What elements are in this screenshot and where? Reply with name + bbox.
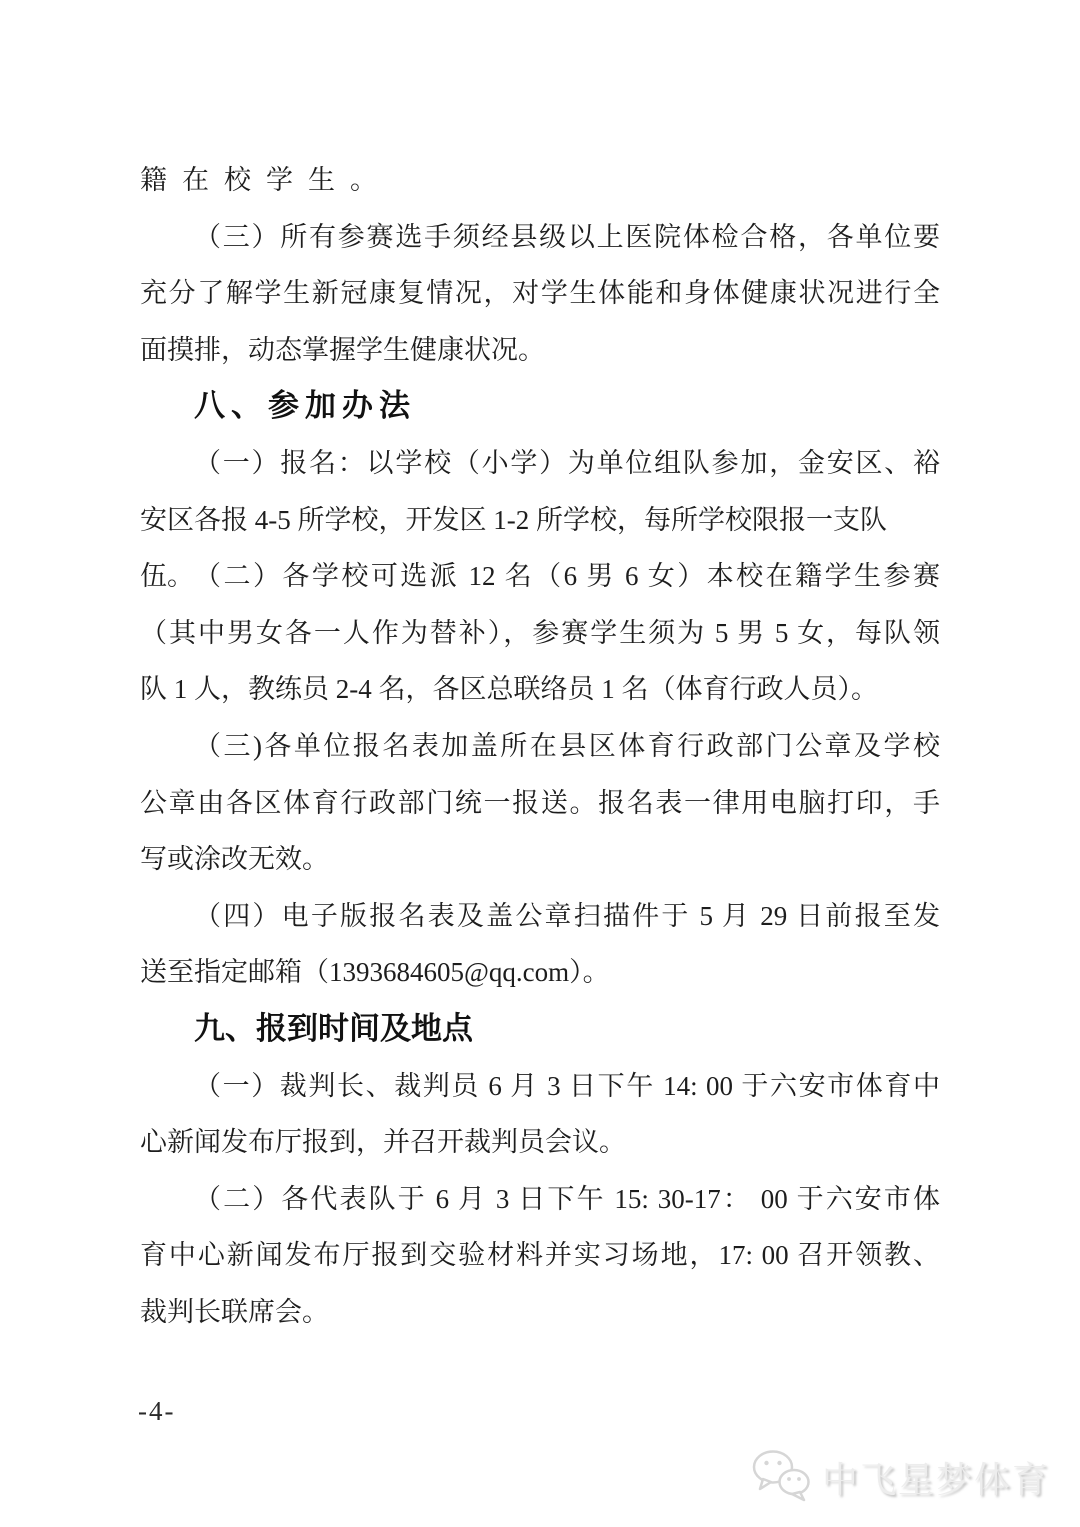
text-line: 公章由各区体育行政部门统一报送。报名表一律用电脑打印，手 (140, 787, 940, 818)
text-line: （四）电子版报名表及盖公章扫描件于 5 月 29 日前报至发 (194, 900, 940, 931)
text-line: 心新闻发布厅报到，并召开裁判员会议。 (140, 1127, 626, 1158)
text-line: （三)各单位报名表加盖所在县区体育行政部门公章及学校 (194, 730, 940, 761)
text-line: （二）各代表队于 6 月 3 日下午 15: 30-17： 00 于六安市体 (194, 1183, 940, 1214)
section-heading: 九、报到时间及地点 (194, 1010, 473, 1046)
text-line: 育中心新闻发布厅报到交验材料并实习场地，17: 00 召开领教、 (140, 1240, 940, 1271)
watermark (750, 1448, 1050, 1507)
text-line: 队 1 人，教练员 2-4 名，各区总联络员 1 名（体育行政人员）。 (140, 674, 878, 705)
page-number: -4- (138, 1396, 176, 1426)
text-line: 裁判长联席会。 (140, 1296, 329, 1327)
text-line: 送至指定邮箱（1393684605@qq.com）。 (140, 957, 610, 988)
text-line: （三）所有参赛选手须经县级以上医院体检合格，各单位要 (194, 221, 940, 252)
section-heading: 八、参加办法 (194, 388, 416, 424)
text-line: （一）报名：以学校（小学）为单位组队参加，金安区、裕 (194, 447, 940, 478)
wechat-icon (750, 1448, 814, 1507)
text-line: 籍在校学生。 (140, 165, 392, 195)
document-body (140, 152, 940, 1340)
text-line: 安区各报 4-5 所学校，开发区 1-2 所学校，每所学校限报一支队伍。 (140, 504, 887, 592)
watermark-label: 中飞星梦体育 (821, 1459, 1050, 1500)
text-line: （一）裁判长、裁判员 6 月 3 日下午 14: 00 于六安市体育中 (194, 1070, 940, 1101)
text-line: 面摸排，动态掌握学生健康状况。 (140, 334, 545, 365)
text-line: 写或涂改无效。 (140, 844, 329, 875)
text-line: （其中男女各一人作为替补），参赛学生须为 5 男 5 女，每队领 (140, 617, 940, 648)
text-line: （二）各学校可选派 12 名（6 男 6 女）本校在籍学生参赛 (194, 561, 940, 592)
text-line: 充分了解学生新冠康复情况，对学生体能和身体健康状况进行全 (140, 278, 940, 309)
